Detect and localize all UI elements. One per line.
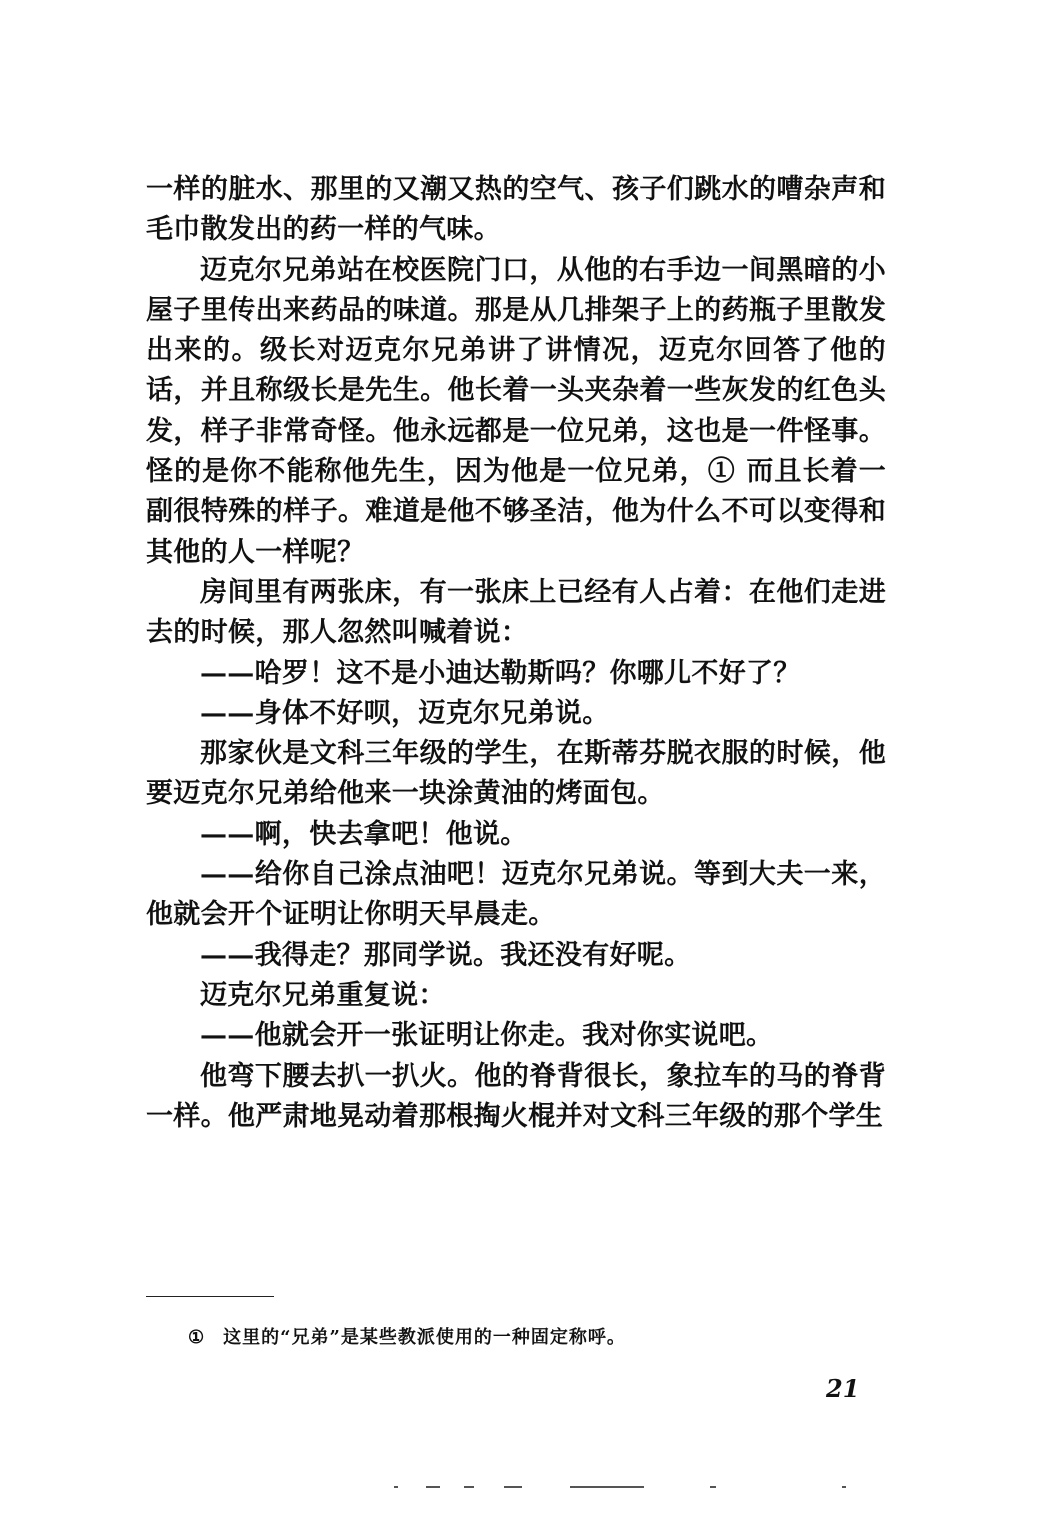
scan-speck [570,1486,644,1488]
scan-specks [380,1486,860,1492]
scan-speck [426,1486,440,1488]
footnote [188,1326,626,1350]
footnote-divider [146,1296,274,1297]
paragraph-12: 他弯下腰去扒一扒火。他的脊背很长，象拉车的马的脊背一样。他严肃地晃动着那根掏火棍并对文科三年级的那个学生 [146,1060,886,1132]
paragraph-9: ——我得走？那同学说。我还没有好呢。 [200,939,692,971]
page-number: 21 [826,1374,860,1403]
body-text [146,170,886,1137]
footnote-mark: ① [188,1327,206,1348]
scan-speck [394,1486,398,1488]
paragraph-3: 房间里有两张床，有一张床上已经有人占着：在他们走进去的时候，那人忽然叫喊着说： [146,576,886,649]
paragraph-7: ——啊，快去拿吧！他说。 [200,818,528,850]
scan-speck [504,1486,522,1488]
paragraph-2: 迈克尔兄弟站在校医院门口，从他的右手边一间黑暗的小屋子里传出来药品的味道。那是从几排架子上的药瓶子里散发出来的。级长对迈克尔兄弟讲了讲情况，迈克尔回答了他的话，并且称级长是先生。他长着一头夹杂着一些灰发的红色头发，样子非常奇怪。他永远都是一位兄弟，这也是一件怪事。怪的是你不能称他先生，因为他是一位兄弟，① 而且长着一副很特殊的样子。难道是他不够圣洁，他为什么不可以变得和其他的人一样呢？ [146,254,886,568]
paragraph-4: ——哈罗！这不是小迪达勒斯吗？你哪儿不好了？ [200,657,801,689]
paragraph-5: ——身体不好呗，迈克尔兄弟说。 [200,697,610,729]
footnote-text: 这里的“兄弟”是某些教派使用的一种固定称呼。 [223,1327,626,1348]
scan-speck [710,1486,716,1488]
paragraph-10: 迈克尔兄弟重复说： [200,979,446,1011]
scan-speck [842,1486,846,1488]
paragraph-8: ——给你自己涂点油吧！迈克尔兄弟说。等到大夫一来，他就会开个证明让你明天早晨走。 [146,859,886,931]
paragraph-11: ——他就会开一张证明让你走。我对你实说吧。 [200,1020,774,1052]
scan-speck [464,1486,474,1488]
paragraph-6: 那家伙是文科三年级的学生，在斯蒂芬脱衣服的时候，他要迈克尔兄弟给他来一块涂黄油的烤面包。 [146,738,886,810]
paragraph-1: 一样的脏水、那里的又潮又热的空气、孩子们跳水的嘈杂声和毛巾散发出的药一样的气味。 [146,174,886,246]
